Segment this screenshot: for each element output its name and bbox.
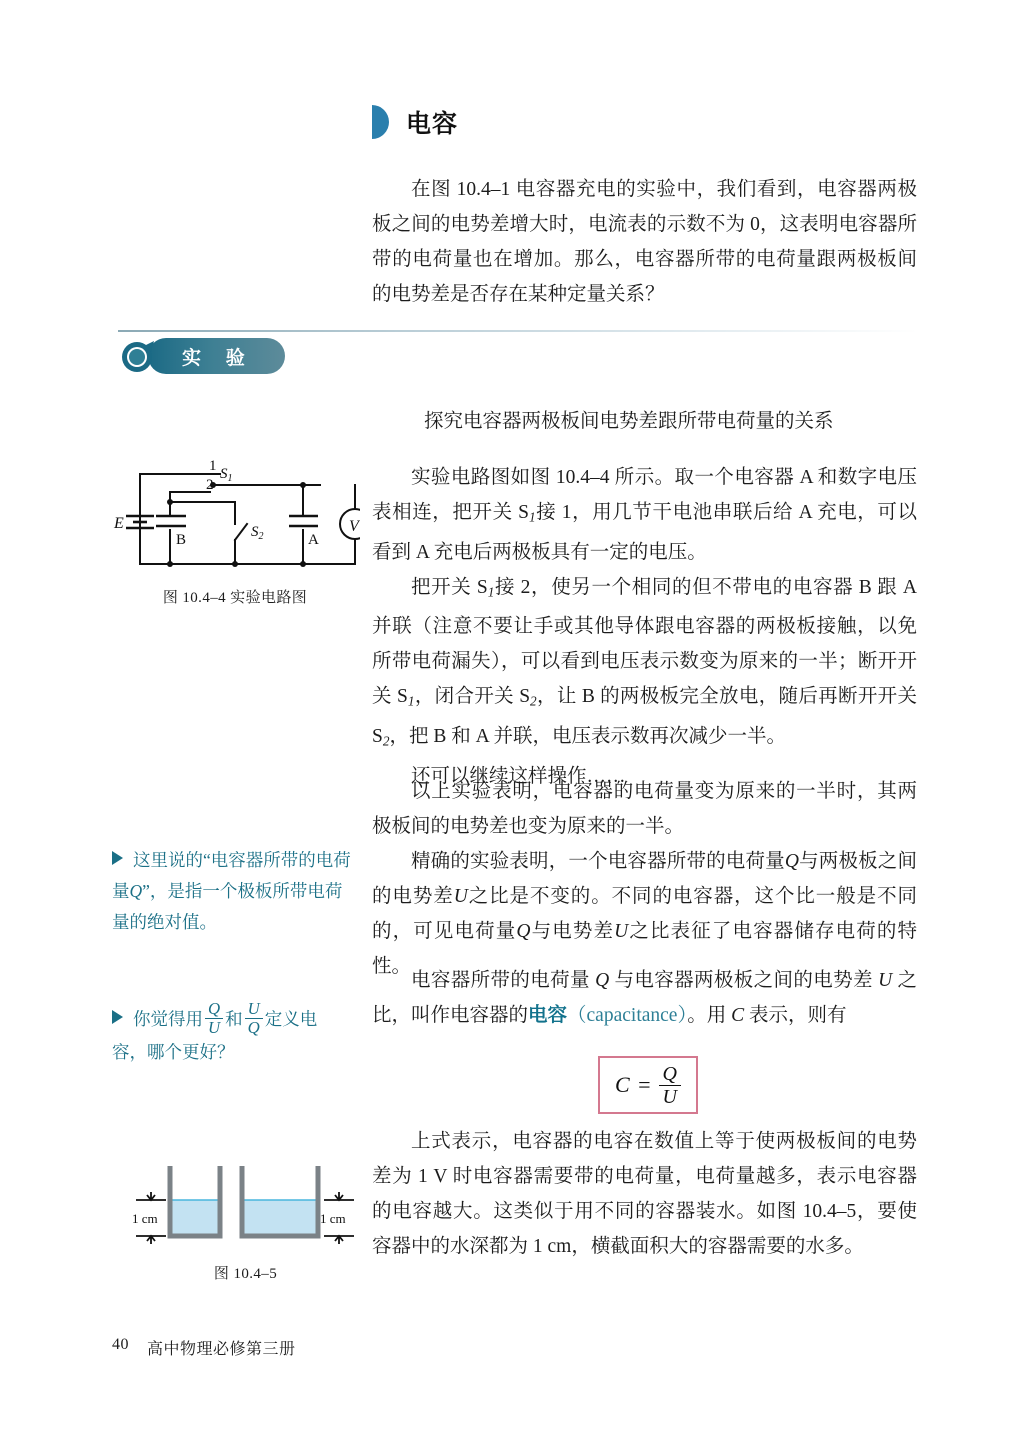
note1-text-a: 这里说的“电容器所带的电荷量 (112, 850, 351, 901)
def-p1-U: U (453, 886, 468, 907)
margin-note-2 (112, 1000, 352, 1068)
exp-p2-e: ，把 B 和 A 并联，电压表示数再次减少一半。 (389, 726, 786, 748)
def-p1-Q2: Q (516, 921, 531, 942)
experiment-badge-label: 实 验 (148, 338, 285, 374)
def-p2-U: U (878, 970, 893, 991)
heading-bullet-icon (372, 105, 389, 139)
exp-p1-b: 接 1，用几节干电池串联后给 A 充电，可以看到 A 充电后两极板具有一定的电压。 (372, 502, 917, 563)
def-p2-b: 与电容器两极板之间的电势差 (609, 970, 879, 991)
circuit-label-E: E (114, 515, 124, 532)
note2-text-b: 定义电容，哪个更好？ (112, 1009, 318, 1063)
exp-p1-sub: 1 (528, 509, 536, 525)
exp-p2-sub3: 2 (530, 694, 537, 710)
magnifier-icon (118, 335, 160, 377)
capacitance-definition-paragraph (372, 963, 917, 1033)
final-paragraph: 上式表示，电容器的电容在数值上等于使两极板间的电势差为 1 V 时电容器需要带的电荷量，电荷量越多，表示电容器的电容越大。这类似于用不同的容器装水。如图 10.4–5，要使容器中的水深都为 1 cm，横截面积大的容器需要的水多。 (372, 1131, 917, 1257)
intro-paragraph: 在图 10.4–1 电容器充电的实验中，我们看到，电容器两极板之间的电势差增大时，电流表的示数不为 0，这表明电容器所带的电荷量也在增加。那么，电容器所带的电荷量跟两极板间的电势差是否存在某种定量关系？ (372, 179, 917, 305)
def-p2-C: C (731, 1005, 745, 1026)
circuit-label-A: A (308, 532, 319, 548)
water-depth-right: 1 cm (320, 1211, 346, 1226)
footer-book-title: 高中物理必修第三册 (147, 1341, 296, 1358)
margin-note-1 (112, 845, 352, 938)
section-heading (372, 104, 458, 140)
formula-equals: = (636, 1072, 652, 1097)
exp-p2-sub2: 1 (407, 694, 415, 710)
formula-denominator: U (659, 1085, 681, 1108)
water-svg (128, 1148, 363, 1253)
conclusion-paragraph-1: 以上实验表明，电容器的电荷量变为原来的一半时，其两极板间的电势差也变为原来的一半。 (372, 781, 917, 837)
formula-fraction (659, 1063, 681, 1108)
def-p2-c: 之比，叫作电容器的 (372, 970, 917, 1026)
figure-water-caption: 图 10.4–5 (213, 1266, 278, 1282)
triangle-right-icon (112, 1010, 123, 1024)
triangle-right-icon (112, 851, 123, 865)
water-depth-left: 1 cm (132, 1211, 158, 1226)
def-p2-e: 表示，则有 (744, 1005, 847, 1026)
formula-lhs: C (615, 1072, 630, 1097)
formula-capacitance (615, 1063, 681, 1108)
note1-text-b: ”，是指一个极板所带电荷量的绝对值。 (112, 881, 343, 932)
circuit-label-S2: $S_2$ (251, 524, 264, 542)
def-p1-d: 与电势差 (530, 921, 615, 942)
def-p1-a: 精确的实验表明，一个电容器所带的电荷量 (411, 851, 785, 872)
def-p1-U2: U (614, 921, 629, 942)
capacitance-definition-block (372, 963, 917, 1033)
note2-frac1-num: Q (208, 999, 221, 1018)
term-capacitance-en: （capacitance） (567, 1005, 688, 1026)
note1-var-Q: Q (129, 881, 143, 901)
figure-circuit-caption: 图 10.4–4 实验电路图 (162, 590, 308, 606)
conclusion-block (372, 774, 917, 984)
exp-p2-b: 接 2，使另一个相同的但不带电的电容器 B 跟 A 并联（注意不要让手或其他导体跟电容器的两极板接触，以免所带电荷漏失），可以看到电压表示数变为原来的一半；断开开关 S (372, 576, 917, 708)
def-p1-c: 之比是不变的。不同的电容器，这个比一般是不同的，可见电荷量 (372, 886, 917, 942)
experiment-paragraph-2 (372, 570, 917, 759)
def-p1-Q: Q (784, 851, 799, 872)
circuit-label-S1: $S_1$ (220, 466, 233, 484)
def-p1-e: 之比表征了电容器储存电荷的特性。 (372, 921, 917, 977)
note2-fraction-uq (245, 1000, 263, 1037)
def-p1-b: 与两极板之间的电势差 (372, 851, 917, 907)
final-paragraph-block (372, 1124, 917, 1264)
experiment-badge (118, 338, 285, 374)
exp-p2-d: ，让 B 的两极板完全放电，随后再断开开关 S (372, 686, 917, 748)
experiment-text-block (372, 460, 917, 794)
circuit-label-V: V (349, 518, 359, 535)
exp-p2-a: 把开关 S (411, 576, 488, 598)
figure-circuit-diagram (110, 452, 360, 607)
exp-p2-c: ，闭合开关 S (414, 686, 531, 708)
experiment-paragraph-3: 还可以继续这样操作…… (411, 765, 626, 787)
formula-box (598, 1056, 698, 1114)
exp-p2-sub4: 2 (382, 733, 390, 749)
page-title: 电容 (406, 111, 459, 138)
formula-numerator: Q (662, 1062, 677, 1085)
circuit-label-1: 1 (209, 458, 217, 474)
note2-frac2-num: U (247, 999, 260, 1018)
note2-fraction-qu (205, 1000, 223, 1037)
def-p2-Q: Q (595, 970, 610, 991)
page-footer (112, 1336, 296, 1359)
exp-p1-a: 实验电路图如图 10.4–4 所示。取一个电容器 A 和数字电压表相连，把开关 S (372, 467, 917, 523)
exp-p2-sub1: 1 (487, 584, 495, 600)
circuit-label-B: B (176, 532, 187, 548)
term-capacitance-zh: 电容 (528, 1005, 568, 1026)
def-p2-d: 。用 (687, 1005, 732, 1026)
note2-frac2-den: Q (245, 1018, 263, 1037)
def-p2-a: 电容器所带的电荷量 (411, 970, 596, 991)
intro-paragraph-block (372, 172, 917, 312)
note2-text-mid: 和 (225, 1009, 243, 1030)
circuit-svg (110, 452, 360, 577)
circuit-label-2: 2 (206, 477, 214, 493)
experiment-subtitle: 探究电容器两极板间电势差跟所带电荷量的关系 (424, 411, 834, 432)
experiment-paragraph-1 (372, 460, 917, 570)
footer-page-number: 40 (112, 1336, 129, 1353)
section-divider (118, 330, 918, 332)
figure-water-containers (128, 1148, 363, 1283)
note2-text-a: 你觉得用 (133, 1009, 203, 1030)
note2-frac1-den: U (205, 1018, 223, 1037)
